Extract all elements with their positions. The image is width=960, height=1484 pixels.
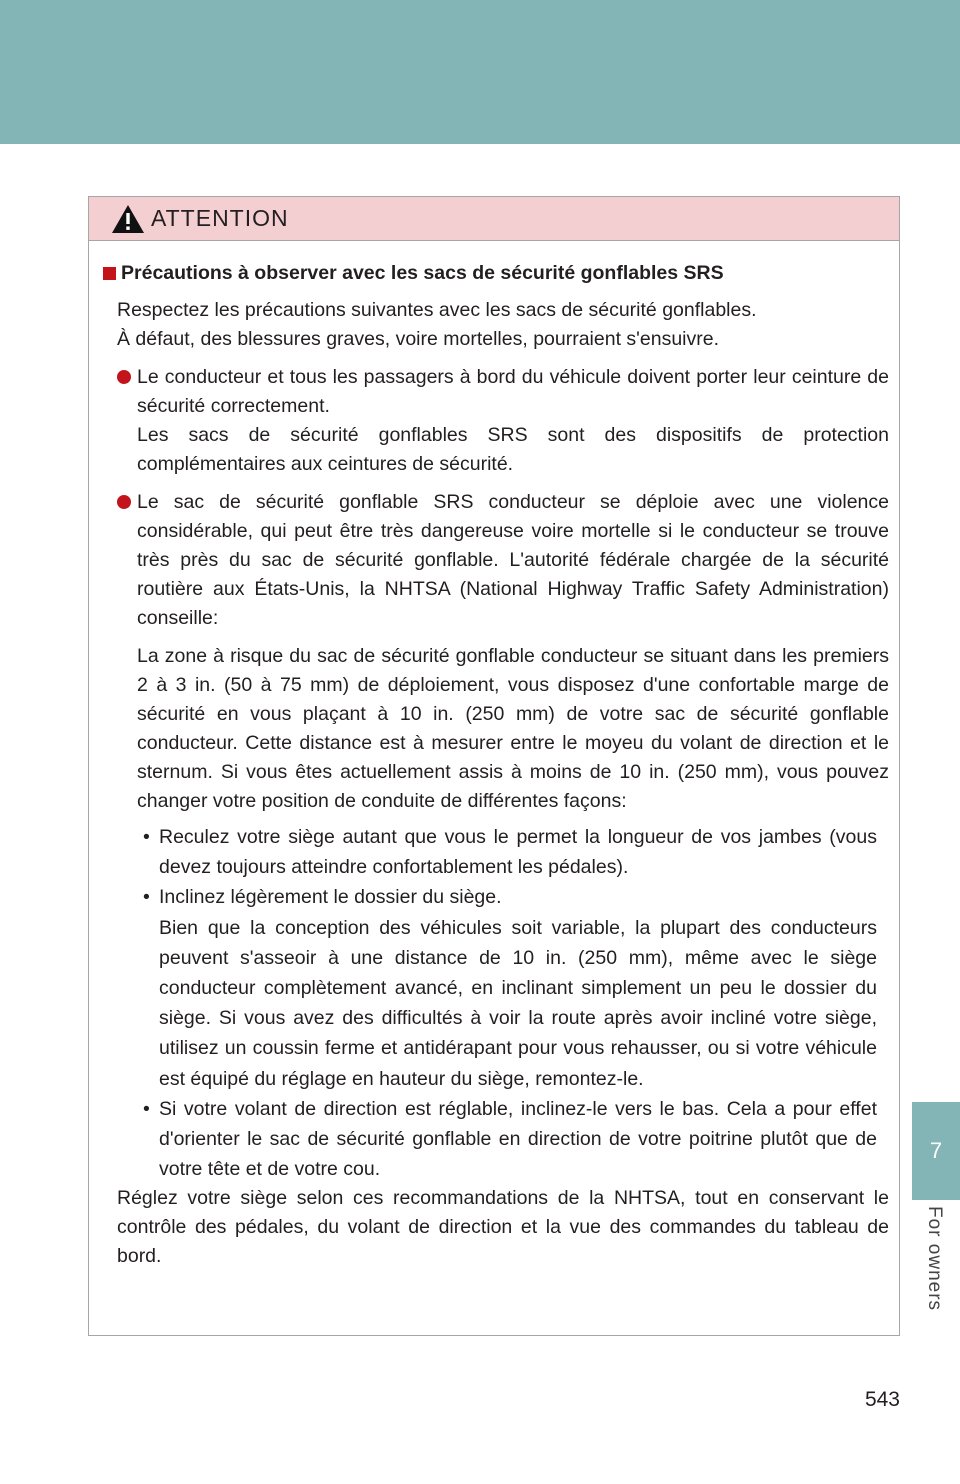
round-bullet-icon [117, 495, 131, 509]
point-1-text: Reculez votre siège autant que vous le permet la longueur de vos jambes (vous devez toujours atteindre confortablement les pédales). [159, 826, 877, 879]
point-2-line-2: Bien que la conception des véhicules soit variable, la plupart des conducteurs peuvent s'asseoir à une distance de 10 in. (250 mm), même avec le siège conducteur complètement avancé, en inclinant simplement un peu le dossier du siège. Si vous avez des difficultés à voir la route après avoir incliné votre siège, utilisez un coussin ferme et antidérapant pour vous rehausser, ou si votre véhicule est équipé du réglage en hauteur du siège, remontez-le. [159, 916, 877, 1090]
square-bullet-icon [103, 267, 116, 280]
caution-content [89, 241, 899, 1271]
bullet-seatbelt [103, 363, 889, 479]
caution-header [89, 197, 899, 241]
bullet-driver-airbag [103, 488, 889, 633]
small-bullet-icon: • [143, 886, 150, 909]
intro-paragraph [103, 296, 889, 354]
intro-line-2: À défaut, des blessures graves, voire mortelles, pourraient s'ensuivre. [117, 328, 720, 350]
list-item [137, 822, 889, 882]
advice-list [103, 822, 889, 1184]
small-bullet-icon: • [143, 1097, 150, 1120]
bullet-2-text: Le sac de sécurité gonflable SRS conducteur se déploie avec une violence considérable, qui peut être très dangereuse voire mortelle si le conducteur se trouve très près du sac de sécurité gonflable. L'autorité fédérale chargée de la sécurité routière aux États-Unis, la NHTSA (National Highway Traffic Safety Administration) conseille: [137, 491, 889, 629]
point-3-text: Si votre volant de direction est réglable, inclinez-le vers le bas. Cela a pour effet d'orienter le sac de sécurité gonflable en direction de votre poitrine plutôt que de votre tête et de votre cou. [159, 1097, 877, 1181]
list-item [137, 1094, 889, 1185]
section-title: Précautions à observer avec les sacs de sécurité gonflables SRS [121, 262, 724, 284]
intro-line-1: Respectez les précautions suivantes avec les sacs de sécurité gonflables. [117, 299, 757, 321]
header-band [0, 0, 960, 144]
chapter-tab [912, 1102, 960, 1200]
bullet-1-line-1: Le conducteur et tous les passagers à bord du véhicule doivent porter leur ceinture de sécurité correctement. [137, 366, 889, 417]
caution-box [88, 196, 900, 1336]
bullet-1-line-2: Les sacs de sécurité gonflables SRS sont des dispositifs de protection complémentaires aux ceintures de sécurité. [137, 424, 889, 475]
page-number: 543 [864, 1388, 900, 1411]
section-heading [103, 259, 889, 288]
warning-triangle-icon [111, 204, 145, 234]
caution-title: ATTENTION [151, 205, 289, 231]
list-item [137, 882, 889, 1093]
closing-paragraph: Réglez votre siège selon ces recommandations de la NHTSA, tout en conservant le contrôle des pédales, du volant de direction et la vue des commandes du tableau de bord. [117, 1187, 889, 1268]
chapter-label: For owners [924, 1206, 945, 1312]
chapter-number: 7 [929, 1138, 943, 1163]
small-bullet-icon: • [143, 826, 150, 848]
round-bullet-icon [117, 370, 131, 384]
nhtsa-advice: La zone à risque du sac de sécurité gonflable conducteur se situant dans les premiers 2 à 3 in. (50 à 75 mm) de déploiement, vous disposez d'une confortable marge de sécurité en vous plaçant à 10 in. (250 mm) de votre sac de sécurité gonflable conducteur. Cette distance est à mesurer entre le moyeu du volant de direction et le sternum. Si vous êtes actuellement assis à moins de 10 in. (250 mm), vous pouvez changer votre position de conduite de différentes façons: [137, 645, 889, 812]
point-2-line-1: Inclinez légèrement le dossier du siège. [159, 886, 502, 909]
